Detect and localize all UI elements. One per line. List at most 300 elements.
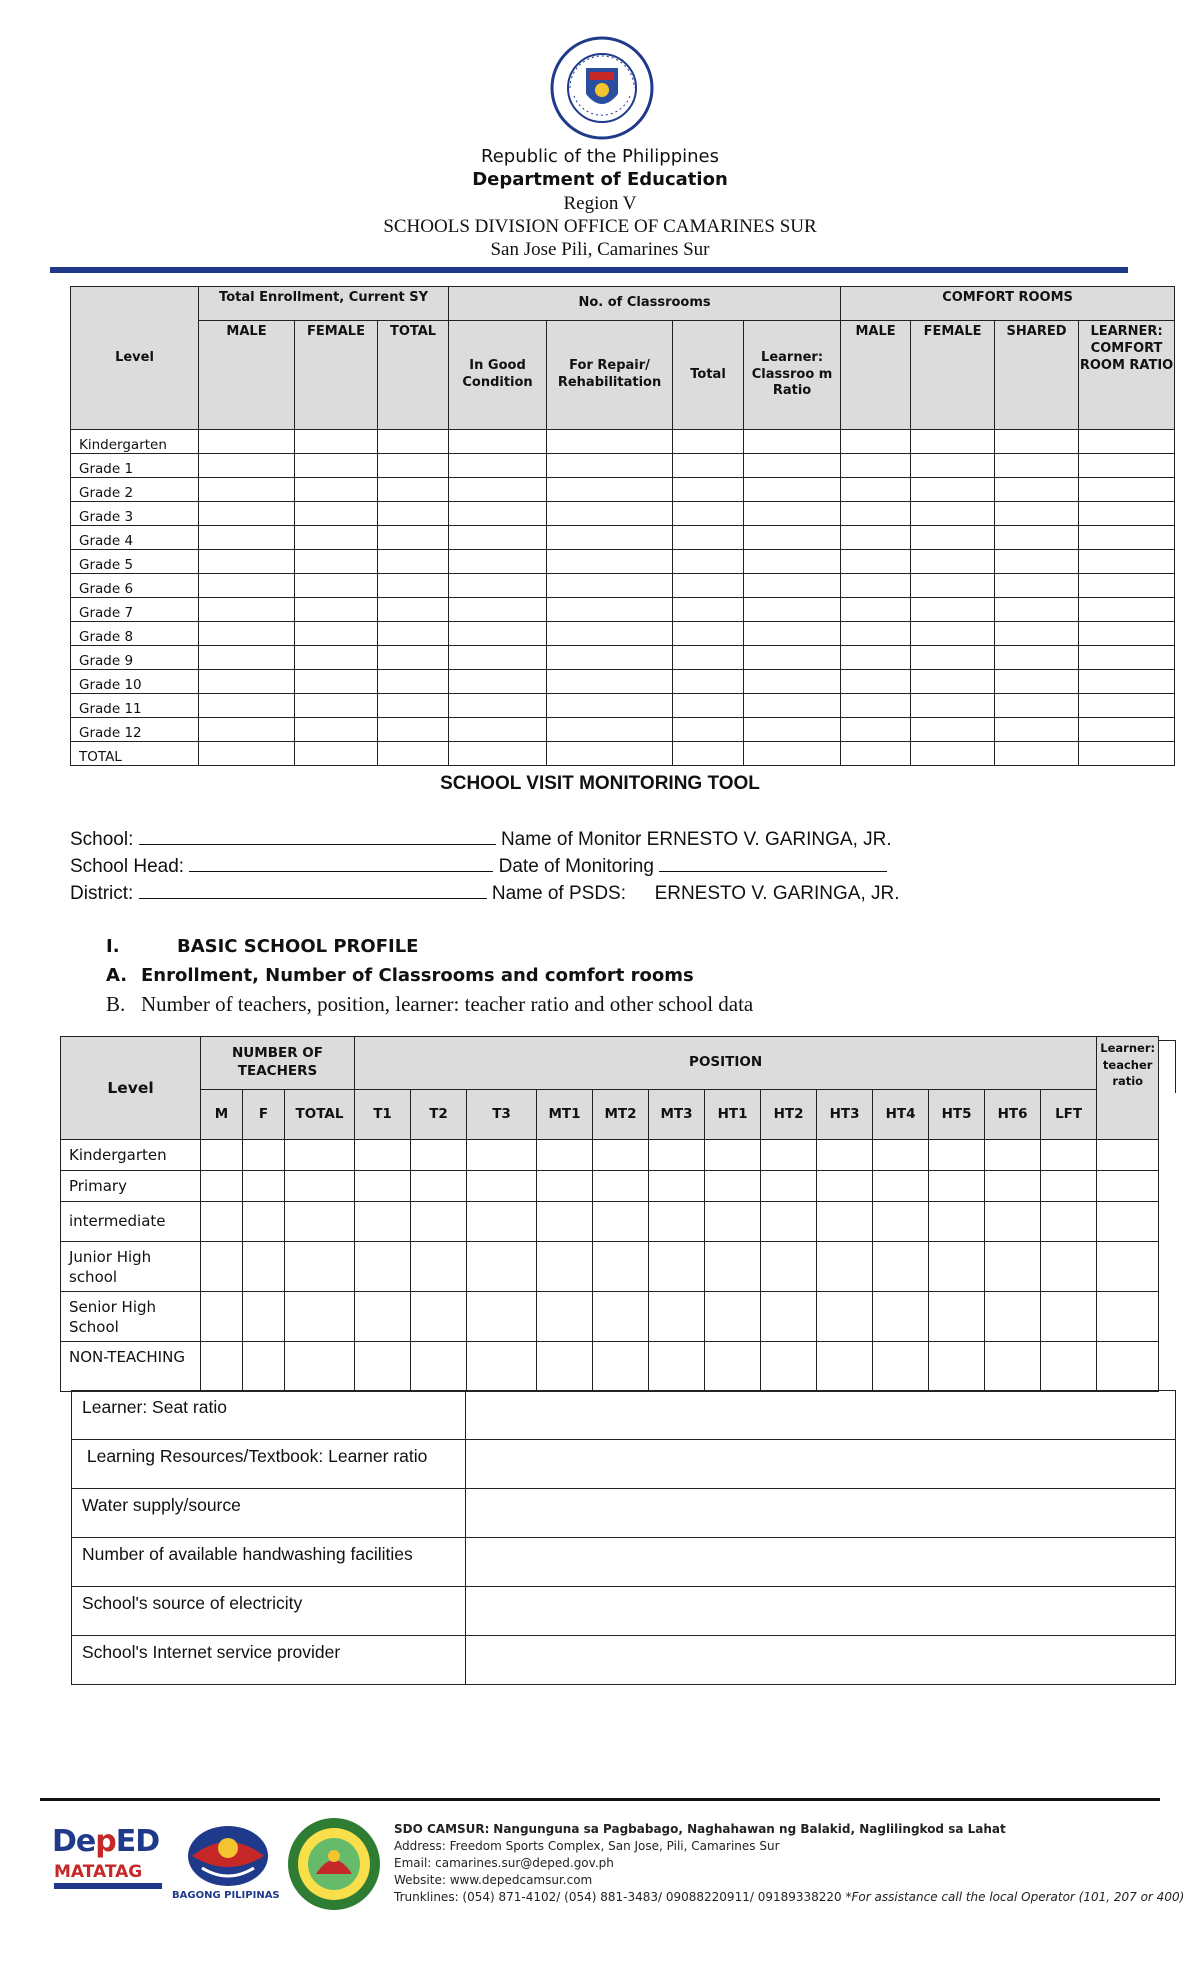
data-cell[interactable]	[1041, 1171, 1097, 1202]
data-cell[interactable]	[547, 430, 673, 454]
school-input-line[interactable]	[139, 826, 496, 845]
data-cell[interactable]	[295, 622, 378, 646]
teachers-col-f: F	[243, 1090, 285, 1140]
data-cell[interactable]	[201, 1342, 243, 1392]
data-cell[interactable]	[841, 478, 911, 502]
data-cell[interactable]	[761, 1242, 817, 1292]
data-cell[interactable]	[995, 694, 1079, 718]
bagong-pilipinas-text: BAGONG PILIPINAS	[172, 1890, 280, 1901]
data-cell[interactable]	[841, 598, 911, 622]
data-cell[interactable]	[295, 430, 378, 454]
data-cell[interactable]	[873, 1342, 929, 1392]
data-cell[interactable]	[744, 694, 841, 718]
data-cell[interactable]	[449, 622, 547, 646]
data-cell[interactable]	[201, 1242, 243, 1292]
row-label-grade-10: Grade 10	[71, 670, 199, 694]
data-cell[interactable]	[911, 598, 995, 622]
data-cell[interactable]	[378, 670, 449, 694]
data-cell[interactable]	[929, 1140, 985, 1171]
data-cell[interactable]	[673, 550, 744, 574]
data-cell[interactable]	[449, 574, 547, 598]
data-cell[interactable]	[467, 1242, 537, 1292]
value-cell[interactable]	[466, 1636, 1176, 1685]
data-cell[interactable]	[841, 430, 911, 454]
position-col-mt1: MT1	[537, 1090, 593, 1140]
value-cell[interactable]	[466, 1440, 1176, 1489]
data-cell[interactable]	[285, 1242, 355, 1292]
data-cell[interactable]	[1079, 454, 1175, 478]
data-cell[interactable]	[199, 502, 295, 526]
data-cell[interactable]	[817, 1292, 873, 1342]
data-cell[interactable]	[378, 550, 449, 574]
data-cell[interactable]	[985, 1202, 1041, 1242]
data-cell[interactable]	[995, 670, 1079, 694]
data-cell[interactable]	[355, 1242, 411, 1292]
data-cell[interactable]	[285, 1171, 355, 1202]
data-cell[interactable]	[547, 646, 673, 670]
data-cell[interactable]	[547, 694, 673, 718]
footer-contact-block	[394, 1821, 1184, 1906]
data-cell[interactable]	[841, 526, 911, 550]
data-cell[interactable]	[1041, 1140, 1097, 1171]
data-cell[interactable]	[911, 478, 995, 502]
data-cell[interactable]	[649, 1342, 705, 1392]
data-cell[interactable]	[985, 1242, 1041, 1292]
data-cell[interactable]	[199, 550, 295, 574]
data-cell[interactable]	[355, 1202, 411, 1242]
data-cell[interactable]	[995, 574, 1079, 598]
data-cell[interactable]	[547, 502, 673, 526]
table-row	[72, 1587, 1176, 1636]
data-cell[interactable]	[744, 454, 841, 478]
data-cell[interactable]	[355, 1140, 411, 1171]
data-cell[interactable]	[744, 742, 841, 766]
data-cell[interactable]	[841, 742, 911, 766]
data-cell[interactable]	[1097, 1342, 1159, 1392]
data-cell[interactable]	[243, 1202, 285, 1242]
data-cell[interactable]	[841, 502, 911, 526]
data-cell[interactable]	[355, 1292, 411, 1342]
data-cell[interactable]	[649, 1202, 705, 1242]
data-cell[interactable]	[378, 622, 449, 646]
data-cell[interactable]	[355, 1342, 411, 1392]
data-cell[interactable]	[411, 1202, 467, 1242]
data-cell[interactable]	[378, 478, 449, 502]
table-row	[71, 598, 1175, 622]
data-cell[interactable]	[1041, 1342, 1097, 1392]
data-cell[interactable]	[449, 550, 547, 574]
data-cell[interactable]	[295, 694, 378, 718]
data-cell[interactable]	[705, 1292, 761, 1342]
data-cell[interactable]	[761, 1342, 817, 1392]
position-col-t1: T1	[355, 1090, 411, 1140]
data-cell[interactable]	[673, 670, 744, 694]
data-cell[interactable]	[295, 550, 378, 574]
data-cell[interactable]	[449, 502, 547, 526]
data-cell[interactable]	[673, 622, 744, 646]
data-cell[interactable]	[295, 502, 378, 526]
data-cell[interactable]	[911, 430, 995, 454]
data-cell[interactable]	[593, 1171, 649, 1202]
data-cell[interactable]	[744, 550, 841, 574]
data-cell[interactable]	[449, 742, 547, 766]
school-head-input-line[interactable]	[189, 853, 493, 872]
data-cell[interactable]	[744, 574, 841, 598]
data-cell[interactable]	[705, 1202, 761, 1242]
data-cell[interactable]	[995, 550, 1079, 574]
data-cell[interactable]	[1079, 598, 1175, 622]
data-cell[interactable]	[378, 574, 449, 598]
data-cell[interactable]	[547, 670, 673, 694]
data-cell[interactable]	[673, 646, 744, 670]
data-cell[interactable]	[1097, 1292, 1159, 1342]
enrollment-header: Total Enrollment, Current SY	[199, 287, 449, 321]
value-cell[interactable]	[466, 1538, 1176, 1587]
data-cell[interactable]	[243, 1171, 285, 1202]
data-cell[interactable]	[873, 1292, 929, 1342]
data-cell[interactable]	[841, 646, 911, 670]
data-cell[interactable]	[449, 478, 547, 502]
data-cell[interactable]	[705, 1171, 761, 1202]
data-cell[interactable]	[547, 550, 673, 574]
data-cell[interactable]	[285, 1292, 355, 1342]
data-cell[interactable]	[673, 430, 744, 454]
data-cell[interactable]	[1041, 1292, 1097, 1342]
data-cell[interactable]	[411, 1242, 467, 1292]
data-cell[interactable]	[199, 694, 295, 718]
data-cell[interactable]	[744, 646, 841, 670]
data-cell[interactable]	[1079, 478, 1175, 502]
row-label-number-of-available-handwashing-facilities: Number of available handwashing facilities	[72, 1538, 466, 1587]
data-cell[interactable]	[411, 1171, 467, 1202]
data-cell[interactable]	[1097, 1171, 1159, 1202]
row-label-kindergarten: Kindergarten	[71, 430, 199, 454]
data-cell[interactable]	[547, 526, 673, 550]
value-cell[interactable]	[466, 1391, 1176, 1440]
data-cell[interactable]	[378, 742, 449, 766]
data-cell[interactable]	[744, 718, 841, 742]
deped-logo-part-1: De	[52, 1824, 96, 1859]
data-cell[interactable]	[929, 1342, 985, 1392]
data-cell[interactable]	[285, 1342, 355, 1392]
data-cell[interactable]	[199, 646, 295, 670]
data-cell[interactable]	[547, 478, 673, 502]
data-cell[interactable]	[873, 1171, 929, 1202]
header-rule	[50, 267, 1128, 273]
data-cell[interactable]	[537, 1342, 593, 1392]
data-cell[interactable]	[673, 478, 744, 502]
data-cell[interactable]	[744, 430, 841, 454]
data-cell[interactable]	[537, 1171, 593, 1202]
data-cell[interactable]	[929, 1171, 985, 1202]
data-cell[interactable]	[649, 1171, 705, 1202]
data-cell[interactable]	[873, 1202, 929, 1242]
data-cell[interactable]	[673, 574, 744, 598]
data-cell[interactable]	[817, 1342, 873, 1392]
data-cell[interactable]	[547, 742, 673, 766]
teachers-header: NUMBER OF TEACHERS	[201, 1037, 355, 1090]
data-cell[interactable]	[1079, 670, 1175, 694]
data-cell[interactable]	[593, 1342, 649, 1392]
classrooms-col-for-repair-rehabilitation: For Repair/ Rehabilitation	[547, 321, 673, 430]
data-cell[interactable]	[985, 1140, 1041, 1171]
data-cell[interactable]	[201, 1140, 243, 1171]
data-cell[interactable]	[378, 430, 449, 454]
data-cell[interactable]	[761, 1140, 817, 1171]
data-cell[interactable]	[295, 718, 378, 742]
data-cell[interactable]	[1079, 742, 1175, 766]
data-cell[interactable]	[378, 598, 449, 622]
data-cell[interactable]	[817, 1171, 873, 1202]
data-cell[interactable]	[411, 1292, 467, 1342]
data-cell[interactable]	[1041, 1242, 1097, 1292]
data-cell[interactable]	[995, 598, 1079, 622]
data-cell[interactable]	[995, 742, 1079, 766]
data-cell[interactable]	[467, 1292, 537, 1342]
data-cell[interactable]	[449, 646, 547, 670]
data-cell[interactable]	[995, 646, 1079, 670]
department-line: Department of Education	[472, 169, 728, 190]
district-label: District:	[70, 883, 134, 904]
data-cell[interactable]	[995, 622, 1079, 646]
data-cell[interactable]	[1079, 646, 1175, 670]
data-cell[interactable]	[817, 1242, 873, 1292]
data-cell[interactable]	[649, 1140, 705, 1171]
value-cell[interactable]	[466, 1587, 1176, 1636]
data-cell[interactable]	[547, 718, 673, 742]
data-cell[interactable]	[378, 718, 449, 742]
data-cell[interactable]	[929, 1292, 985, 1342]
row-label-non-teaching: NON-TEACHING	[61, 1342, 201, 1392]
data-cell[interactable]	[841, 718, 911, 742]
data-cell[interactable]	[744, 622, 841, 646]
enrollment-classrooms-table	[70, 286, 1175, 766]
data-cell[interactable]	[1079, 574, 1175, 598]
table-row	[72, 1489, 1176, 1538]
data-cell[interactable]	[449, 598, 547, 622]
data-cell[interactable]	[411, 1140, 467, 1171]
data-cell[interactable]	[1079, 430, 1175, 454]
table-row	[71, 502, 1175, 526]
data-cell[interactable]	[841, 622, 911, 646]
data-cell[interactable]	[911, 646, 995, 670]
data-cell[interactable]	[295, 526, 378, 550]
data-cell[interactable]	[378, 454, 449, 478]
data-cell[interactable]	[744, 670, 841, 694]
data-cell[interactable]	[1079, 694, 1175, 718]
data-cell[interactable]	[761, 1202, 817, 1242]
data-cell[interactable]	[705, 1242, 761, 1292]
data-cell[interactable]	[744, 526, 841, 550]
data-cell[interactable]	[1079, 622, 1175, 646]
data-cell[interactable]	[744, 502, 841, 526]
data-cell[interactable]	[673, 598, 744, 622]
data-cell[interactable]	[649, 1292, 705, 1342]
data-cell[interactable]	[1079, 526, 1175, 550]
data-cell[interactable]	[378, 526, 449, 550]
data-cell[interactable]	[537, 1292, 593, 1342]
data-cell[interactable]	[467, 1171, 537, 1202]
data-cell[interactable]	[841, 550, 911, 574]
data-cell[interactable]	[355, 1171, 411, 1202]
data-cell[interactable]	[449, 430, 547, 454]
data-cell[interactable]	[673, 454, 744, 478]
data-cell[interactable]	[537, 1140, 593, 1171]
data-cell[interactable]	[449, 670, 547, 694]
data-cell[interactable]	[911, 454, 995, 478]
data-cell[interactable]	[911, 502, 995, 526]
data-cell[interactable]	[295, 598, 378, 622]
data-cell[interactable]	[537, 1202, 593, 1242]
data-cell[interactable]	[199, 598, 295, 622]
data-cell[interactable]	[673, 526, 744, 550]
data-cell[interactable]	[911, 694, 995, 718]
data-cell[interactable]	[873, 1140, 929, 1171]
data-cell[interactable]	[593, 1140, 649, 1171]
data-cell[interactable]	[285, 1140, 355, 1171]
data-cell[interactable]	[649, 1242, 705, 1292]
data-cell[interactable]	[911, 550, 995, 574]
data-cell[interactable]	[911, 526, 995, 550]
data-cell[interactable]	[201, 1202, 243, 1242]
data-cell[interactable]	[995, 478, 1079, 502]
value-cell[interactable]	[466, 1489, 1176, 1538]
data-cell[interactable]	[705, 1342, 761, 1392]
data-cell[interactable]	[841, 574, 911, 598]
section-i-number: I.	[106, 936, 120, 957]
data-cell[interactable]	[705, 1140, 761, 1171]
data-cell[interactable]	[995, 502, 1079, 526]
data-cell[interactable]	[467, 1342, 537, 1392]
data-cell[interactable]	[1079, 502, 1175, 526]
data-cell[interactable]	[199, 526, 295, 550]
data-cell[interactable]	[985, 1171, 1041, 1202]
data-cell[interactable]	[285, 1202, 355, 1242]
data-cell[interactable]	[449, 718, 547, 742]
data-cell[interactable]	[911, 574, 995, 598]
data-cell[interactable]	[378, 646, 449, 670]
data-cell[interactable]	[537, 1242, 593, 1292]
data-cell[interactable]	[295, 574, 378, 598]
data-cell[interactable]	[201, 1171, 243, 1202]
data-cell[interactable]	[295, 454, 378, 478]
data-cell[interactable]	[593, 1202, 649, 1242]
data-cell[interactable]	[929, 1242, 985, 1292]
data-cell[interactable]	[1041, 1202, 1097, 1242]
data-cell[interactable]	[467, 1202, 537, 1242]
data-cell[interactable]	[593, 1242, 649, 1292]
sdo-camarines-sur-seal	[286, 1816, 382, 1912]
data-cell[interactable]	[995, 430, 1079, 454]
data-cell[interactable]	[673, 742, 744, 766]
data-cell[interactable]	[199, 430, 295, 454]
data-cell[interactable]	[673, 718, 744, 742]
data-cell[interactable]	[199, 718, 295, 742]
data-cell[interactable]	[378, 694, 449, 718]
data-cell[interactable]	[199, 670, 295, 694]
data-cell[interactable]	[841, 694, 911, 718]
data-cell[interactable]	[744, 598, 841, 622]
republic-line: Republic of the Philippines	[481, 146, 719, 167]
data-cell[interactable]	[995, 454, 1079, 478]
data-cell[interactable]	[911, 670, 995, 694]
data-cell[interactable]	[243, 1140, 285, 1171]
data-cell[interactable]	[761, 1292, 817, 1342]
data-cell[interactable]	[911, 718, 995, 742]
data-cell[interactable]	[378, 502, 449, 526]
data-cell[interactable]	[673, 694, 744, 718]
data-cell[interactable]	[985, 1292, 1041, 1342]
data-cell[interactable]	[295, 646, 378, 670]
data-cell[interactable]	[243, 1292, 285, 1342]
data-cell[interactable]	[911, 742, 995, 766]
enrollment-col-female: FEMALE	[295, 321, 378, 430]
data-cell[interactable]	[199, 622, 295, 646]
data-cell[interactable]	[817, 1140, 873, 1171]
data-cell[interactable]	[295, 478, 378, 502]
data-cell[interactable]	[547, 622, 673, 646]
division-line: SCHOOLS DIVISION OFFICE OF CAMARINES SUR	[383, 216, 817, 237]
data-cell[interactable]	[995, 718, 1079, 742]
data-cell[interactable]	[995, 526, 1079, 550]
data-cell[interactable]	[817, 1202, 873, 1242]
data-cell[interactable]	[744, 478, 841, 502]
comfort-col-female: FEMALE	[911, 321, 995, 430]
data-cell[interactable]	[673, 502, 744, 526]
row-label-total: TOTAL	[71, 742, 199, 766]
date-input-line[interactable]	[659, 853, 887, 872]
footer-slogan-name: SDO CAMSUR:	[394, 1822, 490, 1836]
table2-outer-border	[1158, 1040, 1176, 1093]
data-cell[interactable]	[201, 1292, 243, 1342]
data-cell[interactable]	[929, 1202, 985, 1242]
position-col-ht1: HT1	[705, 1090, 761, 1140]
district-input-line[interactable]	[139, 880, 487, 899]
row-label-grade-2: Grade 2	[71, 478, 199, 502]
data-cell[interactable]	[1097, 1140, 1159, 1171]
data-cell[interactable]	[411, 1342, 467, 1392]
data-cell[interactable]	[547, 574, 673, 598]
data-cell[interactable]	[761, 1171, 817, 1202]
data-cell[interactable]	[199, 454, 295, 478]
data-cell[interactable]	[985, 1342, 1041, 1392]
data-cell[interactable]	[199, 478, 295, 502]
data-cell[interactable]	[199, 574, 295, 598]
bagong-pilipinas-logo	[182, 1818, 274, 1890]
data-cell[interactable]	[1079, 550, 1175, 574]
data-cell[interactable]	[547, 598, 673, 622]
data-cell[interactable]	[593, 1292, 649, 1342]
data-cell[interactable]	[547, 454, 673, 478]
data-cell[interactable]	[873, 1242, 929, 1292]
data-cell[interactable]	[449, 526, 547, 550]
data-cell[interactable]	[1079, 718, 1175, 742]
data-cell[interactable]	[449, 454, 547, 478]
data-cell[interactable]	[199, 742, 295, 766]
data-cell[interactable]	[467, 1140, 537, 1171]
classrooms-header: No. of Classrooms	[449, 287, 841, 321]
data-cell[interactable]	[243, 1342, 285, 1392]
data-cell[interactable]	[1097, 1202, 1159, 1242]
data-cell[interactable]	[841, 670, 911, 694]
data-cell[interactable]	[911, 622, 995, 646]
data-cell[interactable]	[295, 742, 378, 766]
data-cell[interactable]	[449, 694, 547, 718]
data-cell[interactable]	[841, 454, 911, 478]
data-cell[interactable]	[295, 670, 378, 694]
data-cell[interactable]	[243, 1242, 285, 1292]
data-cell[interactable]	[1097, 1242, 1159, 1292]
